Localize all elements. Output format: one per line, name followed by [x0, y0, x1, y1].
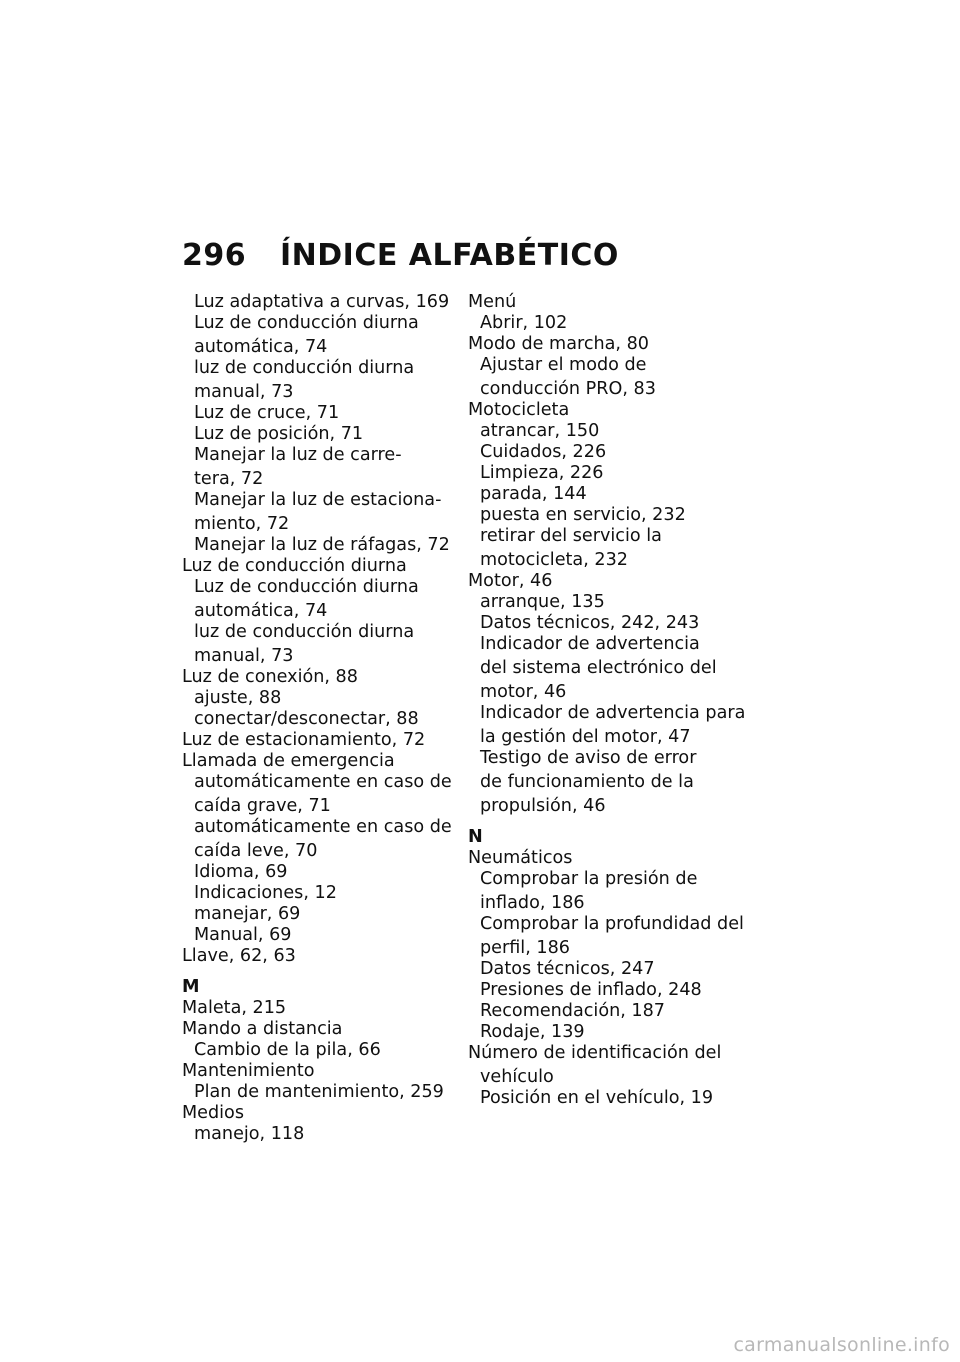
- index-entry: Menú: [468, 292, 517, 312]
- page-title: ÍNDICE ALFABÉTICO: [280, 238, 619, 273]
- index-subentry: inflado, 186: [480, 893, 585, 913]
- index-subentry: arranque, 135: [480, 592, 605, 612]
- index-subentry: automáticamente en caso de: [194, 772, 452, 792]
- index-subentry: puesta en servicio, 232: [480, 505, 686, 525]
- index-subentry: automática, 74: [194, 601, 328, 621]
- index-subentry: Posición en el vehículo, 19: [480, 1088, 714, 1108]
- index-subentry: del sistema electrónico del: [480, 658, 717, 678]
- index-subentry: automáticamente en caso de: [194, 817, 452, 837]
- index-subentry: Luz adaptativa a curvas, 169: [194, 292, 450, 312]
- index-entry: Modo de marcha, 80: [468, 334, 649, 354]
- index-subentry: manejo, 118: [194, 1124, 305, 1144]
- index-subentry: atrancar, 150: [480, 421, 600, 441]
- index-subentry: Luz de conducción diurna: [194, 577, 419, 597]
- index-subentry: motor, 46: [480, 682, 567, 702]
- index-entry: Mando a distancia: [182, 1019, 343, 1039]
- section-letter: M: [182, 977, 200, 997]
- index-subentry: Comprobar la profundidad del: [480, 914, 744, 934]
- index-subentry: Limpieza, 226: [480, 463, 604, 483]
- index-subentry: Luz de cruce, 71: [194, 403, 340, 423]
- index-entry: Medios: [182, 1103, 244, 1123]
- index-subentry: Presiones de inflado, 248: [480, 980, 702, 1000]
- index-subentry: propulsión, 46: [480, 796, 606, 816]
- page-number: 296: [182, 238, 247, 273]
- index-subentry: conectar/desconectar, 88: [194, 709, 419, 729]
- index-subentry: luz de conducción diurna: [194, 358, 415, 378]
- page-header: [182, 238, 619, 273]
- index-subentry: miento, 72: [194, 514, 290, 534]
- index-subentry: luz de conducción diurna: [194, 622, 415, 642]
- index-subentry: Ajustar el modo de: [480, 355, 647, 375]
- index-subentry: Abrir, 102: [480, 313, 568, 333]
- index-subentry: parada, 144: [480, 484, 587, 504]
- index-subentry: automática, 74: [194, 337, 328, 357]
- index-subentry: vehículo: [480, 1067, 554, 1087]
- index-entry: Número de identificación del: [468, 1043, 722, 1063]
- index-entry: Llave, 62, 63: [182, 946, 296, 966]
- index-column-left: [182, 292, 452, 1145]
- index-subentry: Plan de mantenimiento, 259: [194, 1082, 444, 1102]
- section-letter: N: [468, 827, 483, 847]
- index-subentry: Manejar la luz de carre-: [194, 445, 402, 465]
- index-subentry: la gestión del motor, 47: [480, 727, 691, 747]
- index-subentry: caída leve, 70: [194, 841, 318, 861]
- watermark: carmanualsonline.info: [733, 1334, 950, 1356]
- index-subentry: conducción PRO, 83: [480, 379, 656, 399]
- index-entry: Luz de estacionamiento, 72: [182, 730, 426, 750]
- index-subentry: Testigo de aviso de error: [480, 748, 697, 768]
- index-entry: Neumáticos: [468, 848, 573, 868]
- index-subentry: Rodaje, 139: [480, 1022, 585, 1042]
- index-subentry: caída grave, 71: [194, 796, 331, 816]
- index-subentry: retirar del servicio la: [480, 526, 662, 546]
- index-subentry: manual, 73: [194, 646, 294, 666]
- index-subentry: Idioma, 69: [194, 862, 288, 882]
- index-entry: Luz de conducción diurna: [182, 556, 407, 576]
- index-subentry: ajuste, 88: [194, 688, 282, 708]
- index-subentry: Manejar la luz de estaciona-: [194, 490, 442, 510]
- index-subentry: manejar, 69: [194, 904, 301, 924]
- index-subentry: Recomendación, 187: [480, 1001, 666, 1021]
- index-subentry: Datos técnicos, 242, 243: [480, 613, 700, 633]
- index-subentry: Indicador de advertencia: [480, 634, 700, 654]
- index-subentry: motocicleta, 232: [480, 550, 628, 570]
- index-subentry: Cuidados, 226: [480, 442, 607, 462]
- index-entry: Llamada de emergencia: [182, 751, 395, 771]
- index-subentry: Luz de posición, 71: [194, 424, 364, 444]
- index-column-right: [468, 292, 748, 1109]
- index-entry: Motor, 46: [468, 571, 553, 591]
- index-subentry: manual, 73: [194, 382, 294, 402]
- index-subentry: perfil, 186: [480, 938, 570, 958]
- index-subentry: Datos técnicos, 247: [480, 959, 655, 979]
- index-subentry: Manejar la luz de ráfagas, 72: [194, 535, 450, 555]
- index-entry: Luz de conexión, 88: [182, 667, 358, 687]
- index-subentry: Indicaciones, 12: [194, 883, 337, 903]
- index-subentry: Cambio de la pila, 66: [194, 1040, 381, 1060]
- index-subentry: Manual, 69: [194, 925, 292, 945]
- index-subentry: Indicador de advertencia para: [480, 703, 746, 723]
- index-subentry: tera, 72: [194, 469, 264, 489]
- index-entry: Motocicleta: [468, 400, 570, 420]
- index-subentry: Comprobar la presión de: [480, 869, 698, 889]
- index-subentry: Luz de conducción diurna: [194, 313, 419, 333]
- index-entry: Maleta, 215: [182, 998, 287, 1018]
- index-subentry: de funcionamiento de la: [480, 772, 694, 792]
- index-entry: Mantenimiento: [182, 1061, 315, 1081]
